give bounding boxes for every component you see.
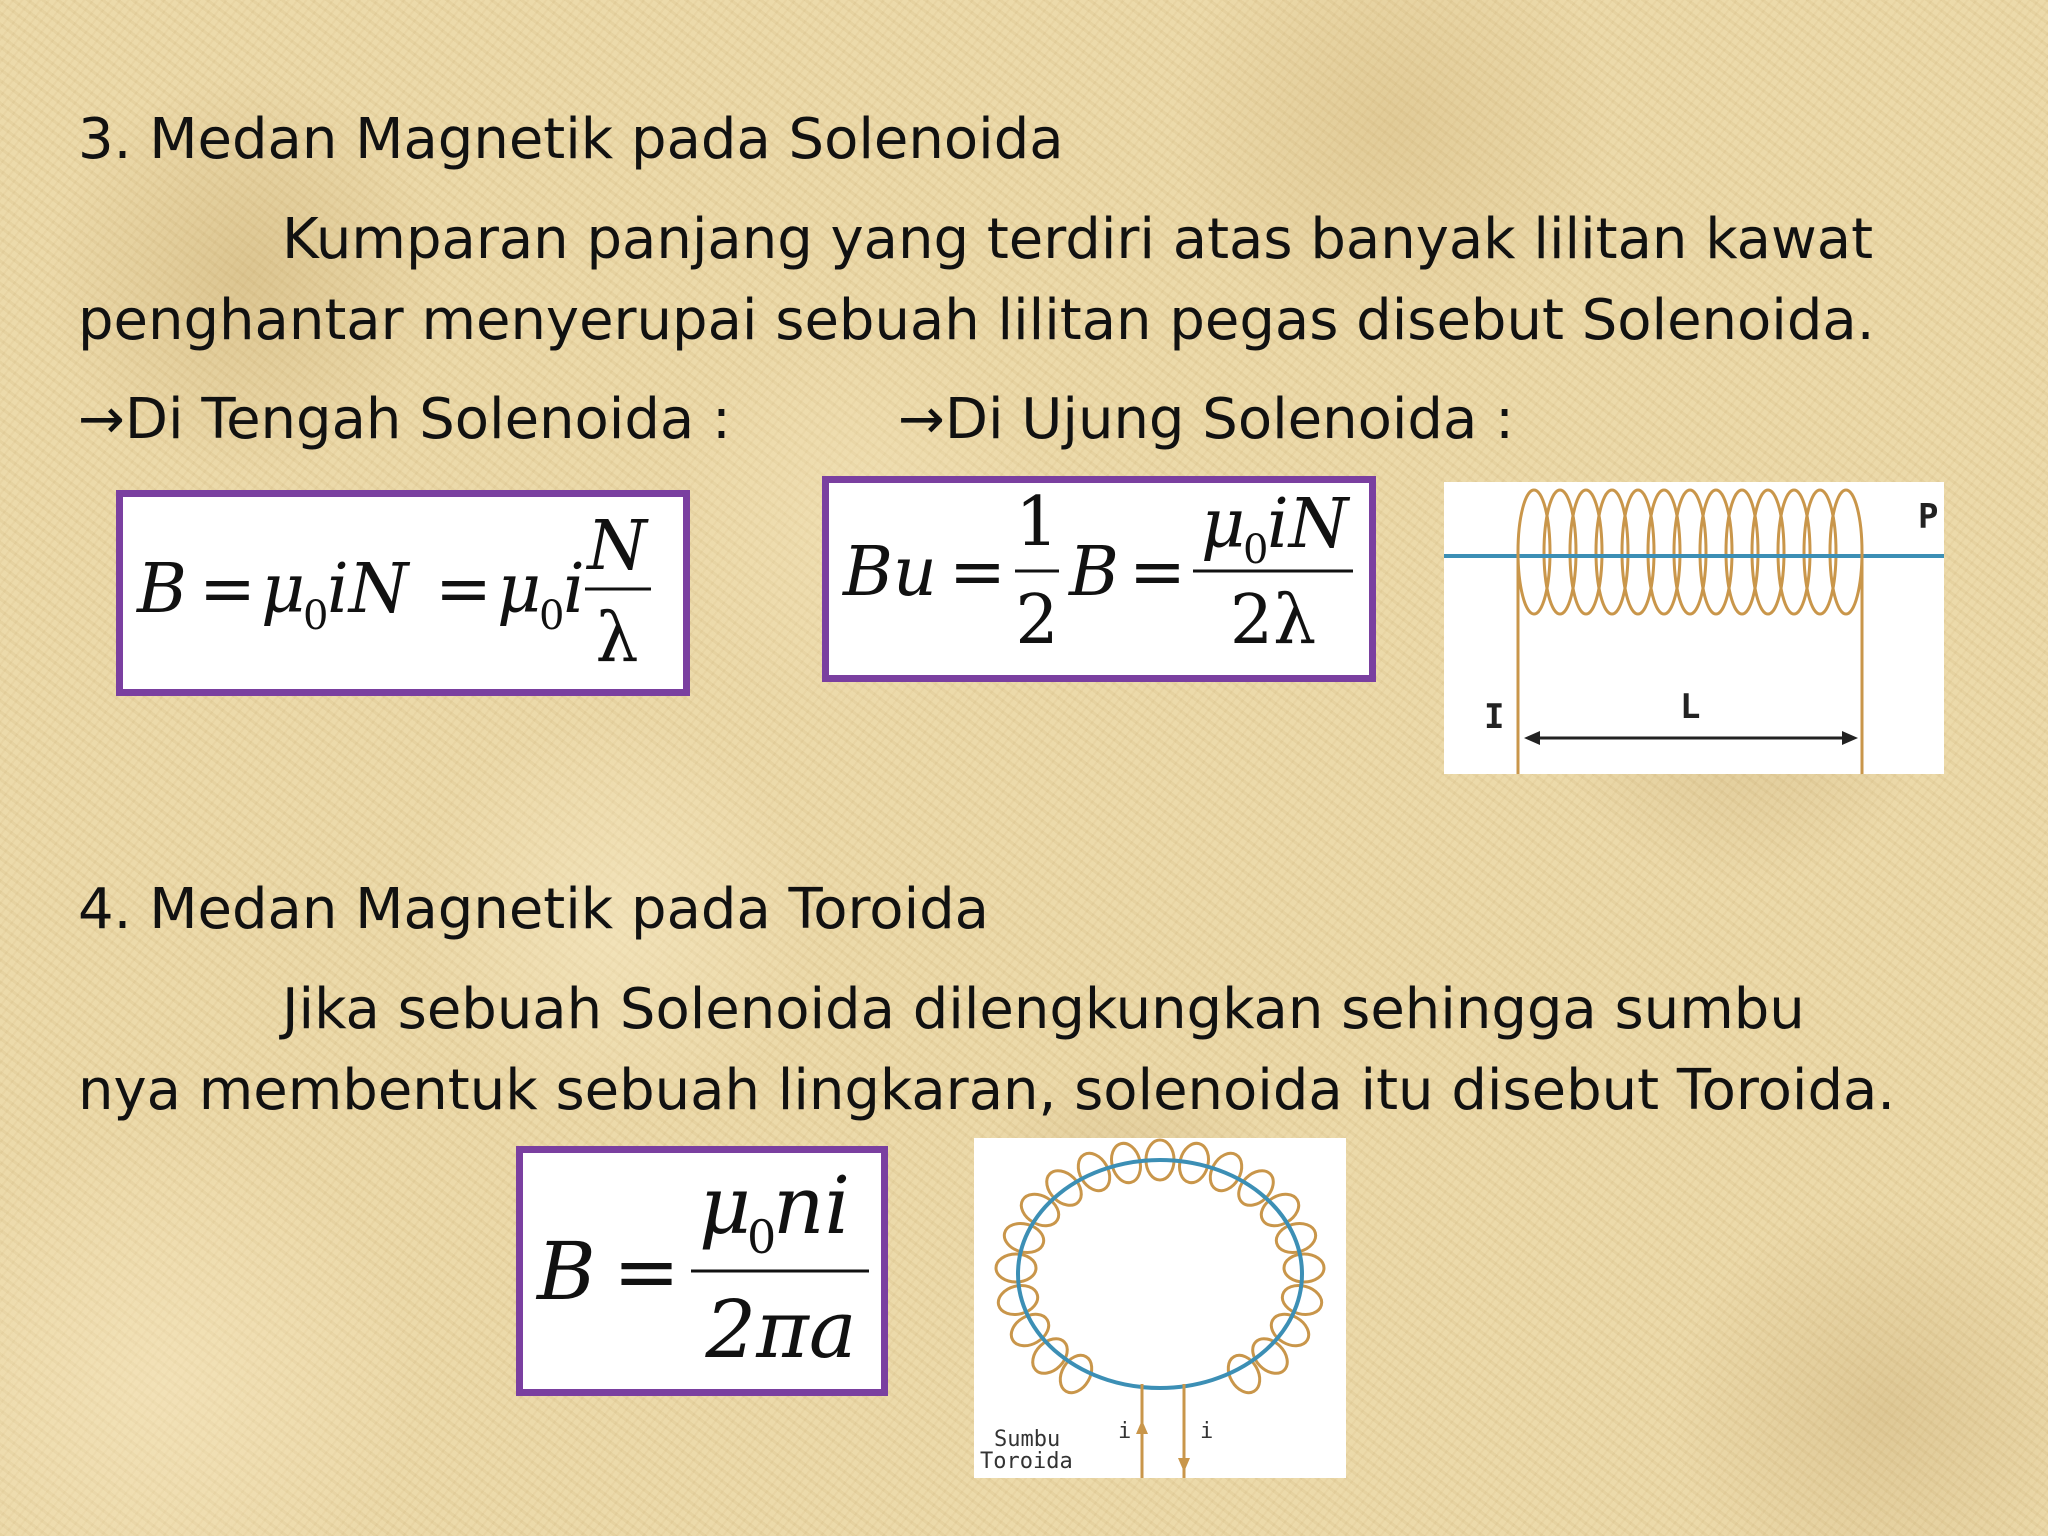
solenoid-label-i: I: [1484, 697, 1505, 737]
arrow-right-icon: [1842, 731, 1858, 745]
toroid-diagram: [974, 1138, 1346, 1478]
formula-middle-box: [116, 490, 690, 696]
formula-end-eq2: =: [1129, 533, 1186, 612]
formula-end-box: [822, 476, 1376, 682]
formula-end-lhs: Bu: [843, 533, 937, 612]
formula-middle-eq2: =: [435, 550, 492, 629]
section4-paragraph-line2: nya membentuk sebuah lingkaran, solenoida itu disebut Toroida.: [78, 1058, 1896, 1123]
formula-middle-i: i: [563, 550, 585, 629]
formula-middle-denominator: λ: [595, 599, 639, 678]
arrow-down-icon: [1178, 1458, 1190, 1472]
formula-toroid-sub0: 0: [747, 1210, 777, 1264]
formula-toroid-svg: [523, 1153, 881, 1389]
formula-middle-sub2: 0: [539, 593, 565, 639]
arrow-left-icon: [1524, 731, 1540, 745]
formula-toroid-mu: μ: [699, 1159, 751, 1252]
solenoid-label-l: L: [1680, 687, 1701, 727]
section3-paragraph-line1: Kumparan panjang yang terdiri atas banyak lilitan kawat: [282, 207, 1874, 272]
formula-middle-eq1: =: [199, 550, 256, 629]
arrow-right-icon: →: [898, 387, 945, 452]
toroid-axis-circle: [1018, 1160, 1302, 1388]
formula-toroid-denominator: 2πa: [705, 1283, 857, 1376]
formula-middle-mu1: μ: [261, 550, 306, 629]
formula-end-B: B: [1069, 533, 1119, 612]
formula-end-half-num: 1: [1015, 483, 1059, 562]
label-middle-text: Di Tengah Solenoida :: [124, 387, 731, 452]
toroid-label-toroida: Toroida: [980, 1449, 1073, 1474]
toroid-label-i-left: i: [1118, 1419, 1132, 1444]
arrow-up-icon: [1136, 1420, 1148, 1434]
formula-toroid-box: [516, 1146, 888, 1396]
formula-end-iN: iN: [1267, 485, 1349, 564]
formula-end-svg: [829, 483, 1369, 675]
section4-paragraph-line1: Jika sebuah Solenoida dilengkungkan sehingga sumbu: [282, 977, 1805, 1042]
formula-end-sub0: 0: [1243, 527, 1269, 573]
solenoid-coil-loops: [1518, 490, 1862, 614]
section4-heading: 4. Medan Magnetik pada Toroida: [78, 877, 989, 942]
formula-middle-numerator: N: [587, 507, 647, 586]
section3-paragraph-line2: penghantar menyerupai sebuah lilitan pegas disebut Solenoida.: [78, 288, 1875, 353]
formula-end-mu: μ: [1201, 485, 1246, 564]
toroid-label-i-right: i: [1200, 1419, 1214, 1444]
formula-toroid-lhs: B: [537, 1225, 596, 1318]
label-end-solenoid: [898, 388, 1514, 452]
solenoid-label-p: P: [1918, 497, 1939, 537]
formula-end-denominator: 2λ: [1229, 581, 1317, 660]
formula-toroid-ni: ni: [773, 1159, 851, 1252]
label-end-text: Di Ujung Solenoida :: [944, 387, 1514, 452]
formula-middle-svg: [123, 497, 683, 689]
formula-middle-iN: iN: [327, 550, 409, 629]
formula-toroid-eq: =: [613, 1225, 681, 1318]
formula-middle-mu2: μ: [497, 550, 542, 629]
formula-middle-sub1: 0: [303, 593, 329, 639]
section3-heading: 3. Medan Magnetik pada Solenoida: [78, 107, 1064, 172]
toroid-coil-loops: [995, 1140, 1325, 1398]
arrow-right-icon: →: [78, 387, 125, 452]
solenoid-diagram: [1444, 482, 1944, 774]
toroid-svg: [974, 1138, 1346, 1478]
toroid-label-sumbu: Sumbu: [994, 1427, 1061, 1452]
formula-middle-lhs: B: [137, 550, 187, 629]
formula-end-eq1: =: [949, 533, 1006, 612]
formula-end-half-den: 2: [1015, 581, 1059, 660]
solenoid-svg: [1444, 482, 1944, 774]
label-middle-solenoid: [78, 388, 731, 452]
